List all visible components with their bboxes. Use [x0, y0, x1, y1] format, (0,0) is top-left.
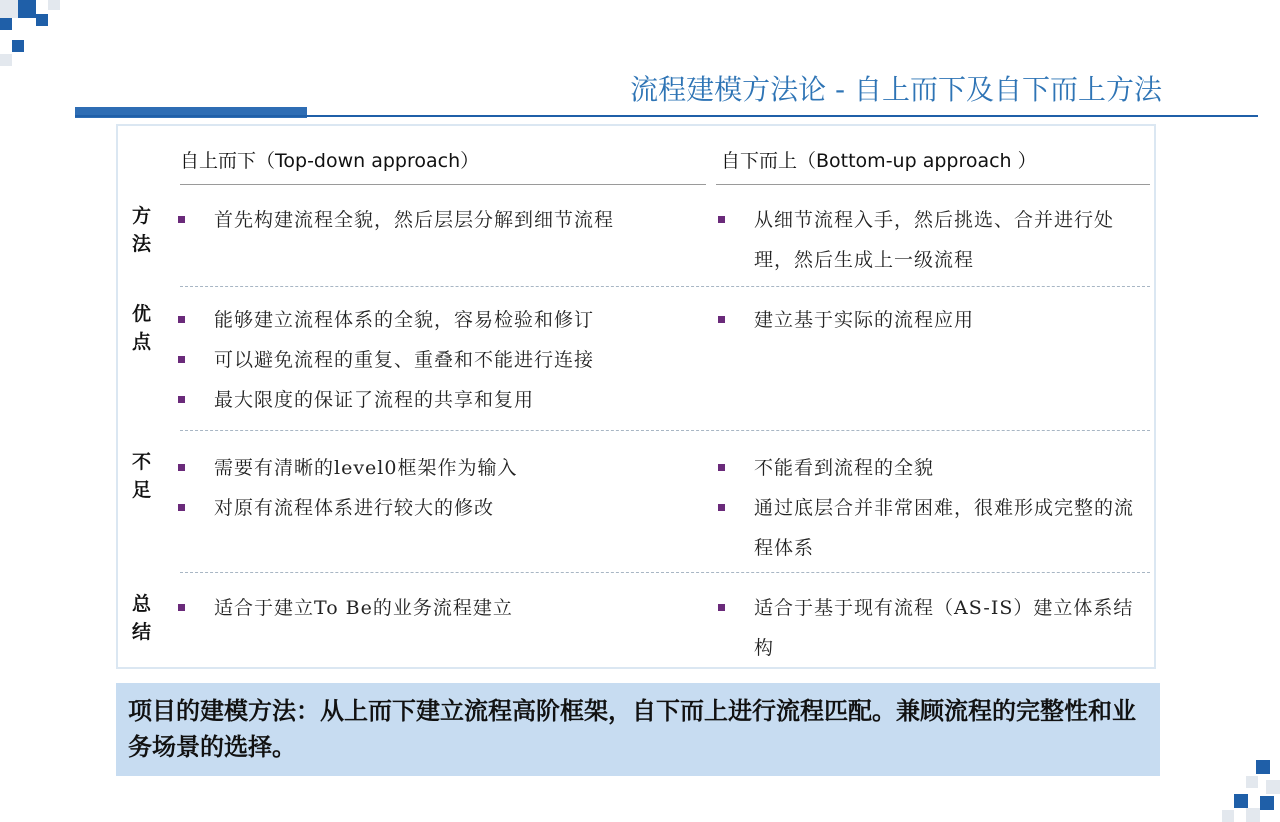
summary-banner: 项目的建模方法：从上而下建立流程高阶框架，自下而上进行流程匹配。兼顾流程的完整性和业务场景的选择。: [116, 683, 1160, 776]
bullet-icon: [178, 216, 185, 223]
list-item: 能够建立流程体系的全貌，容易检验和修订: [178, 300, 708, 340]
row-divider: [180, 286, 1150, 287]
bullet-icon: [178, 464, 185, 471]
header-divider-right: [716, 184, 1150, 185]
list-item: 适合于基于现有流程（AS-IS）建立体系结构: [718, 588, 1148, 668]
list-item: 首先构建流程全貌，然后层层分解到细节流程: [178, 200, 708, 240]
bullet-icon: [718, 504, 725, 511]
list-item: 最大限度的保证了流程的共享和复用: [178, 380, 708, 420]
bullet-icon: [178, 356, 185, 363]
bullet-icon: [178, 316, 185, 323]
column-header-bottom-up: 自下而上（Bottom-up approach ）: [721, 150, 1037, 172]
row-label-method: 方 法: [132, 205, 152, 255]
list-item: 建立基于实际的流程应用: [718, 300, 1148, 340]
bullet-icon: [718, 604, 725, 611]
list-item: 通过底层合并非常困难，很难形成完整的流程体系: [718, 488, 1148, 568]
header-divider-left: [180, 184, 706, 185]
row-divider: [180, 572, 1150, 573]
comparison-panel: [116, 124, 1156, 669]
title-underline-thin: [75, 115, 1258, 117]
bullet-icon: [718, 216, 725, 223]
bullet-icon: [178, 396, 185, 403]
list-item: 从细节流程入手，然后挑选、合并进行处理，然后生成上一级流程: [718, 200, 1148, 280]
list-item: 对原有流程体系进行较大的修改: [178, 488, 708, 528]
list-item: 可以避免流程的重复、重叠和不能进行连接: [178, 340, 708, 380]
bullet-icon: [178, 504, 185, 511]
row-divider: [180, 430, 1150, 431]
page-title: 流程建模方法论 - 自上而下及自下而上方法: [630, 73, 1162, 106]
list-item: 不能看到流程的全貌: [718, 448, 1148, 488]
column-header-top-down: 自上而下（Top-down approach）: [180, 150, 480, 172]
row-label-summary: 总 结: [132, 593, 152, 643]
bullet-icon: [718, 464, 725, 471]
list-item: 需要有清晰的level0框架作为输入: [178, 448, 708, 488]
bullet-icon: [178, 604, 185, 611]
bullet-icon: [718, 316, 725, 323]
list-item: 适合于建立To Be的业务流程建立: [178, 588, 708, 628]
row-label-advantages: 优 点: [132, 303, 152, 353]
row-label-disadvantages: 不 足: [132, 451, 152, 501]
